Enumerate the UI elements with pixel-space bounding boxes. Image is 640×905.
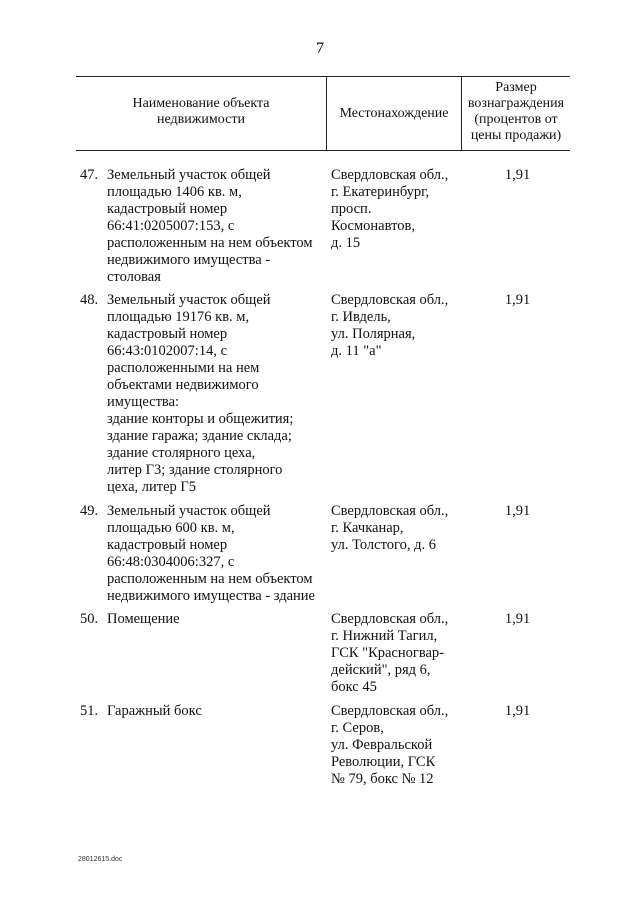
row-number: 49. xyxy=(80,503,99,519)
column-divider-1 xyxy=(326,76,327,150)
header-reward-size: Размер вознаграждения (процентов от цены продажи) xyxy=(467,80,565,143)
object-name: Земельный участок общей площадью 1406 кв. м, кадастровый номер 66:41:0205007:153, с расположенным на нем объектом недвижимого имущества - столовая xyxy=(107,167,313,285)
object-location: Свердловская обл., г. Екатеринбург, просп. Космонавтов, д. 15 xyxy=(331,167,449,251)
object-name: Земельный участок общей площадью 19176 кв. м, кадастровый номер 66:43:0102007:14, с расположенными на нем объектами недвижимого имущества: здание конторы и общежития; здание гаража; здание склада; здание столярного цеха, литер Г3; здание столярного цеха, литер Г5 xyxy=(107,292,294,495)
table-header-bottom-rule xyxy=(76,150,570,151)
reward-value: 1,91 xyxy=(504,611,531,627)
object-location: Свердловская обл., г. Нижний Тагил, ГСК "Красногвар- дейский", ряд 6, бокс 45 xyxy=(331,611,449,695)
object-name: Помещение xyxy=(107,611,180,627)
object-location: Свердловская обл., г. Серов, ул. Февральской Революции, ГСК № 79, бокс № 12 xyxy=(331,703,449,787)
header-object-name: Наименование объекта недвижимости xyxy=(132,96,270,127)
page-number: 7 xyxy=(316,40,324,57)
row-number: 47. xyxy=(80,167,99,183)
reward-value: 1,91 xyxy=(504,503,531,519)
reward-value: 1,91 xyxy=(504,703,531,719)
object-name: Гаражный бокс xyxy=(107,703,202,719)
row-number: 50. xyxy=(80,611,99,627)
object-location: Свердловская обл., г. Качканар, ул. Толстого, д. 6 xyxy=(331,503,449,553)
object-name: Земельный участок общей площадью 600 кв. м, кадастровый номер 66:48:0304006:327, с расположенным на нем объектом недвижимого имущества - здание xyxy=(107,503,315,604)
table-top-rule xyxy=(76,76,570,77)
row-number: 48. xyxy=(80,292,99,308)
header-location: Местонахождение xyxy=(339,106,449,121)
document-filename: 28012615.doc xyxy=(78,856,123,863)
reward-value: 1,91 xyxy=(504,167,531,183)
row-number: 51. xyxy=(80,703,99,719)
object-location: Свердловская обл., г. Ивдель, ул. Полярная, д. 11 "а" xyxy=(331,292,449,359)
reward-value: 1,91 xyxy=(504,292,531,308)
